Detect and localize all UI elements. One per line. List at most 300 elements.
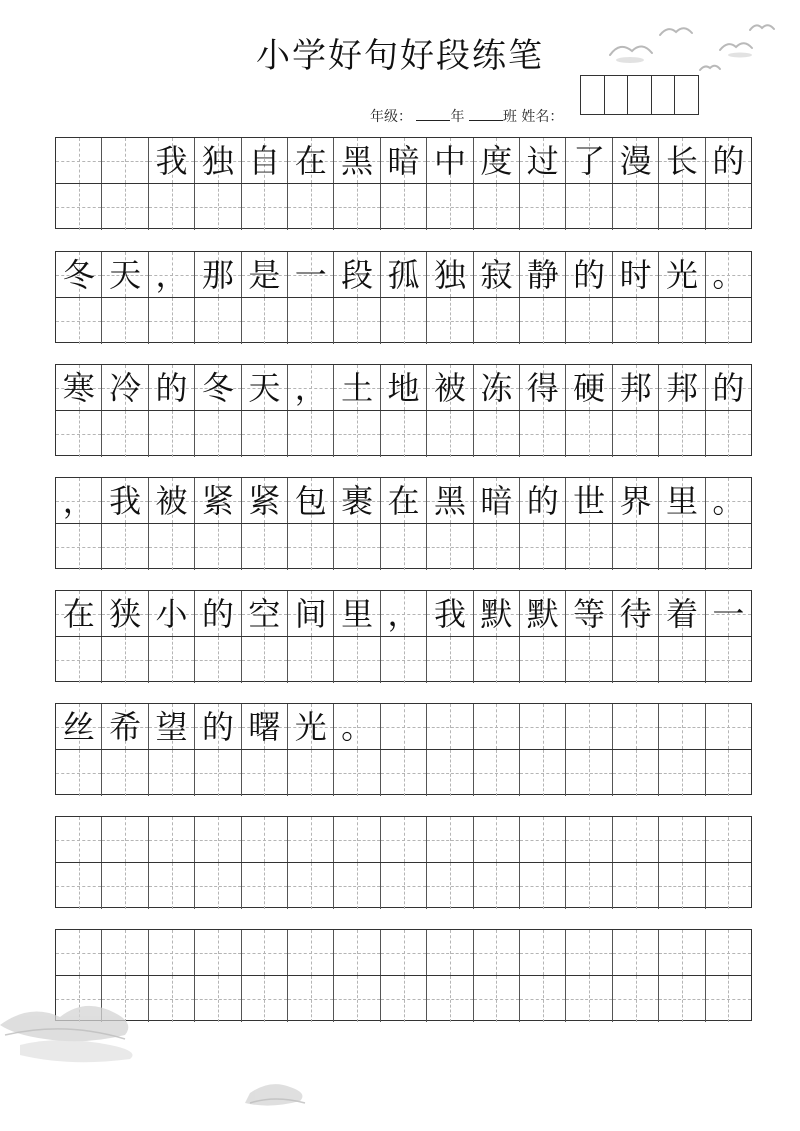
grid-cell-empty[interactable]	[474, 298, 520, 344]
grid-character: 希	[109, 707, 142, 746]
grid-cell-empty[interactable]	[427, 298, 473, 344]
grid-cell[interactable]	[242, 704, 288, 749]
grid-cell[interactable]	[474, 930, 520, 975]
grid-cell-empty[interactable]	[566, 411, 612, 457]
grid-character: 段	[341, 255, 374, 294]
grid-cell-empty[interactable]	[706, 524, 751, 570]
grid-character: 在	[294, 141, 327, 180]
grid-cell-empty[interactable]	[659, 750, 705, 796]
grid-character	[334, 930, 379, 975]
grid-cell-empty[interactable]	[566, 637, 612, 683]
grid-cell-empty[interactable]	[334, 184, 380, 230]
grid-cell[interactable]	[288, 252, 334, 297]
grid-cell-empty[interactable]	[334, 750, 380, 796]
grid-cell[interactable]	[520, 704, 566, 749]
grid-character: 世	[573, 481, 606, 520]
grid-cell-empty[interactable]	[149, 637, 195, 683]
grid-character: 中	[433, 141, 466, 180]
grid-cell[interactable]	[334, 365, 380, 410]
grid-cell[interactable]	[381, 252, 427, 297]
grid-cell-empty[interactable]	[566, 524, 612, 570]
grid-cell[interactable]	[242, 817, 288, 862]
grid-cell[interactable]	[334, 478, 380, 523]
grid-cell-empty[interactable]	[474, 637, 520, 683]
grid-character: 黑	[433, 481, 466, 520]
grid-cell-empty[interactable]	[195, 750, 241, 796]
grid-cell-empty[interactable]	[381, 863, 427, 909]
grid-cell-empty[interactable]	[242, 524, 288, 570]
grid-cell-empty[interactable]	[613, 637, 659, 683]
grid-cell[interactable]	[149, 365, 195, 410]
grid-cell[interactable]	[613, 252, 659, 297]
grid-cell-empty[interactable]	[520, 750, 566, 796]
grid-cell[interactable]	[381, 478, 427, 523]
grid-cell[interactable]	[659, 138, 705, 183]
grid-cell[interactable]	[520, 478, 566, 523]
name-box[interactable]	[652, 76, 676, 114]
grid-character: ，	[155, 255, 188, 294]
grid-character: 度	[480, 141, 513, 180]
grid-cell[interactable]	[613, 591, 659, 636]
grid-cell[interactable]	[520, 252, 566, 297]
grid-cell[interactable]	[520, 930, 566, 975]
grid-cell-empty[interactable]	[520, 976, 566, 1022]
grid-cell[interactable]	[242, 478, 288, 523]
grid-cell-empty[interactable]	[195, 184, 241, 230]
grid-cell-empty[interactable]	[56, 298, 102, 344]
grid-cell[interactable]	[242, 365, 288, 410]
grid-cell[interactable]	[520, 138, 566, 183]
grade-blank[interactable]	[416, 108, 450, 121]
grid-cell[interactable]	[706, 817, 751, 862]
grid-cell-empty[interactable]	[566, 184, 612, 230]
grid-cell-empty[interactable]	[149, 524, 195, 570]
grid-character: 光	[294, 707, 327, 746]
grid-cell-empty[interactable]	[195, 637, 241, 683]
grid-cell-empty[interactable]	[427, 411, 473, 457]
grid-cell-empty[interactable]	[195, 863, 241, 909]
grid-cell[interactable]	[195, 138, 241, 183]
grid-cell-empty[interactable]	[706, 750, 751, 796]
grid-cell[interactable]	[288, 817, 334, 862]
grid-cell[interactable]	[149, 252, 195, 297]
grid-cell[interactable]	[659, 365, 705, 410]
grid-cell[interactable]	[474, 591, 520, 636]
grid-cell[interactable]	[566, 591, 612, 636]
grid-cell[interactable]	[56, 478, 102, 523]
grid-cell-empty[interactable]	[242, 411, 288, 457]
grid-character: 的	[526, 481, 559, 520]
grid-cell-empty[interactable]	[288, 184, 334, 230]
grid-cell[interactable]	[474, 365, 520, 410]
grid-cell[interactable]	[195, 252, 241, 297]
grid-cell[interactable]	[520, 365, 566, 410]
name-box[interactable]	[581, 76, 605, 114]
grid-cell-empty[interactable]	[613, 524, 659, 570]
grid-cell[interactable]	[102, 704, 148, 749]
grid-cell-empty[interactable]	[427, 524, 473, 570]
grid-cell[interactable]	[195, 365, 241, 410]
grid-character	[149, 817, 194, 862]
grid-cell[interactable]	[427, 365, 473, 410]
grid-cell-empty[interactable]	[288, 298, 334, 344]
grid-cell-empty[interactable]	[613, 184, 659, 230]
grid-cell-empty[interactable]	[706, 637, 751, 683]
grid-cell-empty[interactable]	[520, 298, 566, 344]
grid-cell[interactable]	[102, 591, 148, 636]
grid-cell[interactable]	[427, 817, 473, 862]
grid-cell[interactable]	[102, 252, 148, 297]
grid-character: 默	[526, 594, 559, 633]
grid-cell-empty[interactable]	[706, 411, 751, 457]
grid-character: 间	[294, 594, 327, 633]
grid-lower-line	[56, 298, 751, 344]
grid-cell-empty[interactable]	[56, 750, 102, 796]
grid-character	[56, 817, 101, 862]
grid-character	[659, 704, 704, 749]
grid-character	[474, 704, 519, 749]
grid-cell[interactable]	[566, 365, 612, 410]
grid-cell[interactable]	[102, 478, 148, 523]
grid-cell-empty[interactable]	[613, 411, 659, 457]
grid-cell-empty[interactable]	[659, 637, 705, 683]
grid-character	[566, 704, 611, 749]
grid-cell-empty[interactable]	[195, 524, 241, 570]
grid-character: 邦	[665, 368, 698, 407]
grid-cell[interactable]	[659, 252, 705, 297]
name-box[interactable]	[628, 76, 652, 114]
grid-cell[interactable]	[659, 478, 705, 523]
grid-cell-empty[interactable]	[102, 411, 148, 457]
grid-cell-empty[interactable]	[288, 750, 334, 796]
grid-cell[interactable]	[242, 930, 288, 975]
name-box[interactable]	[605, 76, 629, 114]
grid-cell-empty[interactable]	[474, 411, 520, 457]
grid-cell-empty[interactable]	[520, 411, 566, 457]
grid-cell-empty[interactable]	[56, 637, 102, 683]
grid-cell-empty[interactable]	[149, 184, 195, 230]
grid-cell[interactable]	[427, 704, 473, 749]
grid-cell[interactable]	[381, 138, 427, 183]
grid-cell[interactable]	[613, 478, 659, 523]
grid-cell[interactable]	[706, 252, 751, 297]
grid-cell-empty[interactable]	[381, 524, 427, 570]
name-boxes	[580, 75, 699, 115]
grid-cell-empty[interactable]	[56, 524, 102, 570]
grid-cell-empty[interactable]	[381, 184, 427, 230]
grid-cell-empty[interactable]	[659, 863, 705, 909]
grid-cell-empty[interactable]	[195, 298, 241, 344]
grid-cell-empty[interactable]	[474, 524, 520, 570]
grid-cell-empty[interactable]	[381, 637, 427, 683]
grid-character	[613, 704, 658, 749]
grid-cell-empty[interactable]	[334, 298, 380, 344]
grid-cell-empty[interactable]	[334, 863, 380, 909]
grid-cell[interactable]	[195, 591, 241, 636]
grid-cell-empty[interactable]	[381, 411, 427, 457]
grid-cell-empty[interactable]	[659, 976, 705, 1022]
name-box[interactable]	[675, 76, 698, 114]
grid-cell[interactable]	[706, 365, 751, 410]
grid-cell[interactable]	[706, 930, 751, 975]
grid-character: 的	[573, 255, 606, 294]
grid-cell-empty[interactable]	[195, 411, 241, 457]
grid-cell-empty[interactable]	[242, 298, 288, 344]
grid-cell[interactable]	[56, 591, 102, 636]
grid-character: 天	[109, 255, 142, 294]
grid-character: 等	[573, 594, 606, 633]
grid-cell[interactable]	[613, 817, 659, 862]
grid-cell[interactable]	[149, 704, 195, 749]
grid-cell-empty[interactable]	[659, 298, 705, 344]
grid-cell[interactable]	[474, 817, 520, 862]
grid-cell[interactable]	[613, 704, 659, 749]
grid-cell[interactable]	[474, 138, 520, 183]
grid-cell[interactable]	[149, 930, 195, 975]
class-blank[interactable]	[469, 108, 503, 121]
grid-cell[interactable]	[566, 252, 612, 297]
grid-cell[interactable]	[149, 817, 195, 862]
grid-cell[interactable]	[381, 591, 427, 636]
grid-cell[interactable]	[195, 478, 241, 523]
grid-cell-empty[interactable]	[520, 184, 566, 230]
grid-cell[interactable]	[520, 591, 566, 636]
grid-character: 地	[387, 368, 420, 407]
grid-cell[interactable]	[381, 817, 427, 862]
grid-cell-empty[interactable]	[659, 411, 705, 457]
grid-cell-empty[interactable]	[102, 863, 148, 909]
grid-upper-line	[56, 591, 751, 637]
grid-cell[interactable]	[334, 704, 380, 749]
grid-cell-empty[interactable]	[102, 637, 148, 683]
grid-cell-empty[interactable]	[613, 750, 659, 796]
grid-cell-empty[interactable]	[102, 524, 148, 570]
grid-cell[interactable]	[56, 365, 102, 410]
grid-cell[interactable]	[520, 817, 566, 862]
grid-cell[interactable]	[102, 138, 148, 183]
grid-character	[102, 817, 147, 862]
grid-cell[interactable]	[195, 817, 241, 862]
grid-cell-empty[interactable]	[659, 524, 705, 570]
grid-cell[interactable]	[334, 930, 380, 975]
grid-character: 冬	[201, 368, 234, 407]
grid-cell-empty[interactable]	[474, 976, 520, 1022]
grid-cell-empty[interactable]	[149, 411, 195, 457]
grid-cell-empty[interactable]	[474, 750, 520, 796]
grid-cell[interactable]	[613, 365, 659, 410]
grid-cell-empty[interactable]	[566, 750, 612, 796]
grid-character	[474, 817, 519, 862]
grid-cell[interactable]	[706, 591, 751, 636]
grid-cell[interactable]	[566, 478, 612, 523]
grid-cell[interactable]	[613, 930, 659, 975]
grid-cell[interactable]	[566, 817, 612, 862]
grid-character: 独	[433, 255, 466, 294]
grid-cell[interactable]	[56, 817, 102, 862]
grid-character: 。	[341, 707, 374, 746]
grid-cell-empty[interactable]	[427, 637, 473, 683]
grid-cell-empty[interactable]	[427, 976, 473, 1022]
grid-upper-line	[56, 704, 751, 750]
grid-cell[interactable]	[288, 704, 334, 749]
grid-character: 空	[248, 594, 281, 633]
grid-cell-empty[interactable]	[149, 750, 195, 796]
grid-character	[381, 817, 426, 862]
grid-cell[interactable]	[242, 591, 288, 636]
grid-cell[interactable]	[334, 138, 380, 183]
grid-cell[interactable]	[381, 930, 427, 975]
grid-cell-empty[interactable]	[102, 184, 148, 230]
grid-cell[interactable]	[474, 704, 520, 749]
grid-cell[interactable]	[56, 252, 102, 297]
grid-cell[interactable]	[288, 591, 334, 636]
grid-cell-empty[interactable]	[242, 863, 288, 909]
grid-cell[interactable]	[474, 252, 520, 297]
grid-cell-empty[interactable]	[613, 863, 659, 909]
grid-cell[interactable]	[56, 704, 102, 749]
grid-cell[interactable]	[381, 365, 427, 410]
grid-cell-empty[interactable]	[334, 411, 380, 457]
grid-cell-empty[interactable]	[520, 863, 566, 909]
grid-cell-empty[interactable]	[56, 411, 102, 457]
grid-cell-empty[interactable]	[288, 637, 334, 683]
writing-grid-row	[55, 251, 752, 343]
grid-cell-empty[interactable]	[613, 976, 659, 1022]
grid-cell-empty[interactable]	[520, 524, 566, 570]
grid-cell-empty[interactable]	[474, 863, 520, 909]
grid-cell-empty[interactable]	[427, 863, 473, 909]
grid-cell[interactable]	[427, 138, 473, 183]
grid-cell[interactable]	[102, 365, 148, 410]
grid-cell[interactable]	[427, 478, 473, 523]
grid-character: 长	[665, 141, 698, 180]
grid-cell[interactable]	[659, 591, 705, 636]
grid-cell-empty[interactable]	[242, 637, 288, 683]
grid-cell-empty[interactable]	[334, 524, 380, 570]
grid-cell-empty[interactable]	[566, 298, 612, 344]
grid-cell-empty[interactable]	[288, 411, 334, 457]
grid-cell-empty[interactable]	[520, 637, 566, 683]
grid-cell[interactable]	[334, 817, 380, 862]
grid-cell[interactable]	[288, 138, 334, 183]
grid-upper-line	[56, 138, 751, 184]
grid-cell[interactable]	[102, 817, 148, 862]
grid-cell-empty[interactable]	[566, 976, 612, 1022]
grid-cell-empty[interactable]	[659, 184, 705, 230]
grid-cell-empty[interactable]	[381, 976, 427, 1022]
grid-cell[interactable]	[613, 138, 659, 183]
grid-character: 过	[526, 141, 559, 180]
grid-character: 我	[109, 481, 142, 520]
grid-cell[interactable]	[566, 138, 612, 183]
grid-cell-empty[interactable]	[706, 863, 751, 909]
grid-cell-empty[interactable]	[613, 298, 659, 344]
grid-cell[interactable]	[381, 704, 427, 749]
grid-cell-empty[interactable]	[242, 750, 288, 796]
grid-cell-empty[interactable]	[102, 750, 148, 796]
grid-cell[interactable]	[659, 930, 705, 975]
grid-cell-empty[interactable]	[149, 298, 195, 344]
grid-cell[interactable]	[427, 930, 473, 975]
grid-character	[427, 930, 472, 975]
grid-cell-empty[interactable]	[427, 184, 473, 230]
grid-cell-empty[interactable]	[242, 184, 288, 230]
grid-cell-empty[interactable]	[56, 863, 102, 909]
grid-character	[706, 930, 751, 975]
grid-cell[interactable]	[566, 704, 612, 749]
writing-grid-row	[55, 364, 752, 456]
grid-cell[interactable]	[427, 591, 473, 636]
grid-character: 我	[433, 594, 466, 633]
grid-cell-empty[interactable]	[288, 524, 334, 570]
grid-cell-empty[interactable]	[334, 976, 380, 1022]
grid-character: 着	[665, 594, 698, 633]
name-label: 姓名：	[521, 109, 564, 125]
grid-cell-empty[interactable]	[381, 750, 427, 796]
grid-cell-empty[interactable]	[706, 184, 751, 230]
grid-character	[242, 817, 287, 862]
grid-cell-empty[interactable]	[381, 298, 427, 344]
grid-cell[interactable]	[288, 478, 334, 523]
grid-cell[interactable]	[149, 138, 195, 183]
grid-cell[interactable]	[56, 138, 102, 183]
grid-cell[interactable]	[56, 930, 102, 975]
grid-cell-empty[interactable]	[427, 750, 473, 796]
grid-character: 静	[526, 255, 559, 294]
grid-cell[interactable]	[195, 930, 241, 975]
grid-cell[interactable]	[659, 817, 705, 862]
grid-cell[interactable]	[566, 930, 612, 975]
grid-cell-empty[interactable]	[706, 976, 751, 1022]
grid-character: 光	[665, 255, 698, 294]
grid-cell[interactable]	[427, 252, 473, 297]
grid-character: 小	[155, 594, 188, 633]
grid-cell[interactable]	[102, 930, 148, 975]
grid-cell[interactable]	[706, 138, 751, 183]
grid-cell[interactable]	[288, 930, 334, 975]
grid-character: 一	[294, 255, 327, 294]
grid-cell[interactable]	[474, 478, 520, 523]
grid-character: 里	[341, 594, 374, 633]
grid-character	[381, 930, 426, 975]
grid-cell-empty[interactable]	[288, 863, 334, 909]
grid-cell-empty[interactable]	[56, 184, 102, 230]
grid-character	[520, 817, 565, 862]
grid-cell[interactable]	[706, 478, 751, 523]
grid-character: 待	[619, 594, 652, 633]
grid-cell[interactable]	[659, 704, 705, 749]
grid-character	[659, 817, 704, 862]
grid-cell[interactable]	[195, 704, 241, 749]
grid-cell-empty[interactable]	[706, 298, 751, 344]
grid-character: 的	[155, 368, 188, 407]
grid-cell[interactable]	[334, 252, 380, 297]
grid-cell[interactable]	[288, 365, 334, 410]
grid-cell[interactable]	[242, 138, 288, 183]
grid-cell[interactable]	[242, 252, 288, 297]
grid-cell-empty[interactable]	[566, 863, 612, 909]
grid-cell[interactable]	[706, 704, 751, 749]
grid-character: 裹	[341, 481, 374, 520]
grid-character	[427, 817, 472, 862]
grid-cell[interactable]	[149, 478, 195, 523]
grid-cell-empty[interactable]	[334, 637, 380, 683]
grid-cell[interactable]	[149, 591, 195, 636]
grid-cell[interactable]	[334, 591, 380, 636]
grid-cell-empty[interactable]	[149, 863, 195, 909]
grid-cell-empty[interactable]	[102, 298, 148, 344]
grid-cell-empty[interactable]	[474, 184, 520, 230]
